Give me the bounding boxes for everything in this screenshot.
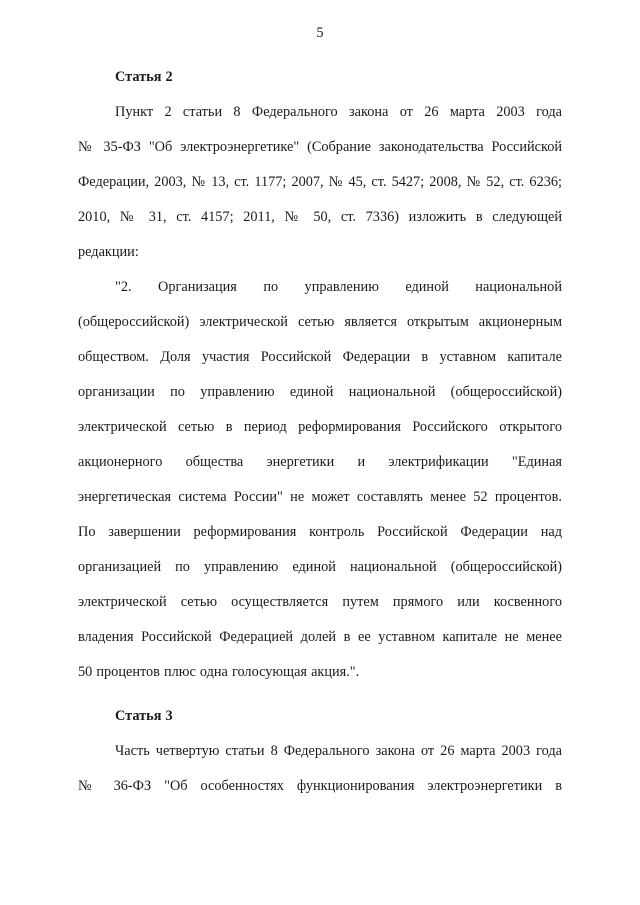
text-line: Пункт 2 статьи 8 Федерального закона от 26 марта 2003 года (115, 104, 562, 120)
text-line: обществом. Доля участия Российской Федерации в уставном капитале (78, 349, 562, 365)
text-line: № 35-ФЗ "Об электроэнергетике" (Собрание законодательства Российской (78, 139, 562, 155)
text-line: акционерного общества энергетики и электрификации "Единая (78, 454, 562, 470)
document-body (78, 60, 562, 804)
text-line: владения Российской Федерацией долей в ее уставном капитале не менее (78, 629, 562, 645)
text-line: "2. Организация по управлению единой национальной (115, 279, 562, 295)
text-line: Федерации, 2003, № 13, ст. 1177; 2007, № 45, ст. 5427; 2008, № 52, ст. 6236; (78, 174, 562, 190)
text-line: организацией по управлению единой национальной (общероссийской) (78, 559, 562, 575)
text-line: Часть четвертую статьи 8 Федерального закона от 26 марта 2003 года (115, 743, 562, 759)
text-line: (общероссийской) электрической сетью является открытым акционерным (78, 314, 562, 330)
page-number: 5 (316, 25, 324, 41)
text-line: По завершении реформирования контроль Российской Федерации над (78, 524, 562, 540)
text-line: № 36-ФЗ "Об особенностях функционирования электроэнергетики в (78, 778, 562, 794)
article-heading: Статья 3 (115, 708, 173, 724)
text-line: энергетическая система России" не может составлять менее 52 процентов. (78, 489, 562, 505)
text-line: редакции: (78, 244, 139, 260)
text-line: 2010, № 31, ст. 4157; 2011, № 50, ст. 7336) изложить в следующей (78, 209, 562, 225)
text-line: электрической сетью в период реформирования Российского открытого (78, 419, 562, 435)
text-line: электрической сетью осуществляется путем прямого или косвенного (78, 594, 562, 610)
article-heading: Статья 2 (115, 69, 173, 85)
text-line: организации по управлению единой национальной (общероссийской) (78, 384, 562, 400)
text-line: 50 процентов плюс одна голосующая акция.". (78, 664, 360, 680)
